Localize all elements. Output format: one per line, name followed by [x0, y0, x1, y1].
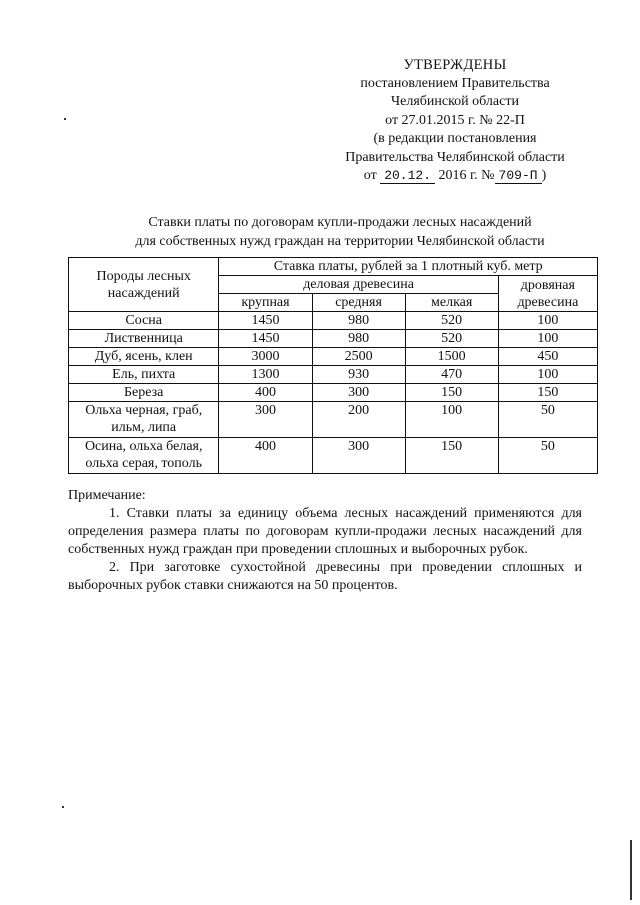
firewood-cell: 100	[498, 366, 597, 384]
medium-cell: 200	[312, 402, 405, 438]
small-cell: 150	[405, 384, 498, 402]
medium-cell: 980	[312, 312, 405, 330]
amendment-number: 709-П	[495, 168, 542, 184]
notes-block	[68, 487, 582, 595]
close-paren: )	[541, 168, 547, 183]
table-row	[69, 366, 598, 384]
small-cell: 100	[405, 402, 498, 438]
title-line-2: для собственных нужд граждан на территории Челябинской области	[135, 233, 545, 249]
approval-line-1: постановлением Правительства	[360, 75, 550, 91]
amendment-line	[330, 167, 580, 186]
amendment-date: 20.12.	[380, 168, 435, 184]
firewood-cell: 450	[498, 348, 597, 366]
small-cell: 520	[405, 312, 498, 330]
header-medium: средняя	[312, 294, 405, 312]
medium-cell: 300	[312, 384, 405, 402]
note-item-1: 1. Ставки платы за единицу объема лесных насаждений применяются для определения размера платы по договорам купли-продажи лесных насаждений для собственных нужд граждан при проведении сплошных и выборочных рубок.	[68, 506, 582, 557]
table-row	[69, 438, 598, 474]
approval-line-5: Правительства Челябинской области	[345, 149, 565, 165]
scan-edge-mark	[630, 840, 632, 900]
approval-line-4: (в редакции постановления	[373, 131, 537, 146]
species-cell: Дуб, ясень, клен	[69, 348, 219, 366]
table-row	[69, 348, 598, 366]
small-cell: 150	[405, 438, 498, 474]
large-cell: 3000	[219, 348, 312, 366]
firewood-cell: 50	[498, 402, 597, 438]
large-cell: 400	[219, 438, 312, 474]
notes-heading: Примечание:	[68, 488, 146, 503]
large-cell: 1450	[219, 330, 312, 348]
medium-cell: 980	[312, 330, 405, 348]
header-large: крупная	[219, 294, 312, 312]
species-cell: Лиственница	[69, 330, 219, 348]
note-item-2: 2. При заготовке сухостойной древесины при проведении сплошных и выборочных рубок ставки снижаются на 50 процентов.	[68, 560, 582, 593]
firewood-cell: 100	[498, 312, 597, 330]
approval-line-3: от 27.01.2015 г. № 22-П	[385, 112, 525, 128]
firewood-cell: 100	[498, 330, 597, 348]
table-row	[69, 330, 598, 348]
header-firewood: дровяная древесина	[498, 276, 597, 312]
small-cell: 1500	[405, 348, 498, 366]
title-line-1: Ставки платы по договорам купли-продажи лесных насаждений	[148, 215, 532, 230]
from-word: от	[363, 168, 377, 183]
small-cell: 470	[405, 366, 498, 384]
header-species: Породы лесных насаждений	[69, 258, 219, 312]
amendment-year: 2016 г. №	[438, 168, 495, 183]
firewood-cell: 50	[498, 438, 597, 474]
table-row	[69, 402, 598, 438]
scan-speck	[64, 118, 66, 120]
species-cell: Ольха черная, граб, ильм, липа	[69, 402, 219, 438]
table-row	[69, 312, 598, 330]
scan-speck	[62, 806, 64, 808]
approval-line-2: Челябинской области	[391, 94, 519, 109]
small-cell: 520	[405, 330, 498, 348]
species-cell: Осина, ольха белая, ольха серая, тополь	[69, 438, 219, 474]
approval-block	[330, 56, 580, 186]
species-cell: Ель, пихта	[69, 366, 219, 384]
species-cell: Береза	[69, 384, 219, 402]
medium-cell: 2500	[312, 348, 405, 366]
approval-heading: УТВЕРЖДЕНЫ	[403, 57, 507, 73]
medium-cell: 300	[312, 438, 405, 474]
large-cell: 1300	[219, 366, 312, 384]
medium-cell: 930	[312, 366, 405, 384]
document-title	[80, 214, 600, 251]
large-cell: 300	[219, 402, 312, 438]
large-cell: 1450	[219, 312, 312, 330]
header-rate: Ставка платы, рублей за 1 плотный куб. метр	[219, 258, 598, 276]
table-row	[69, 384, 598, 402]
header-small: мелкая	[405, 294, 498, 312]
header-business-wood: деловая древесина	[219, 276, 498, 294]
rates-table	[68, 257, 598, 474]
large-cell: 400	[219, 384, 312, 402]
table-header-row	[69, 258, 598, 276]
species-cell: Сосна	[69, 312, 219, 330]
firewood-cell: 150	[498, 384, 597, 402]
